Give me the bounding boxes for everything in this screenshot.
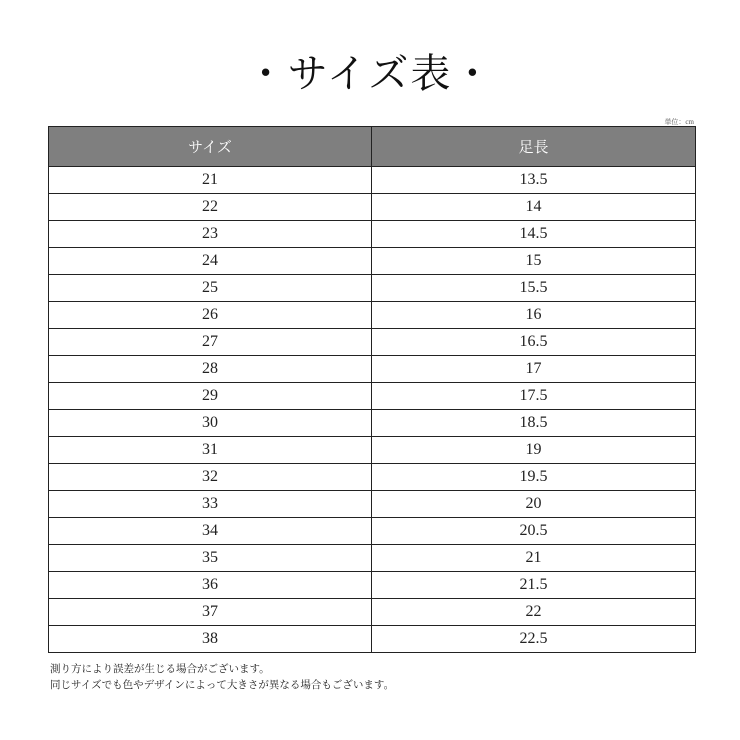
table-row (49, 329, 696, 356)
foot-length-cell: 18.5 (372, 410, 696, 437)
foot-length-cell: 20.5 (372, 518, 696, 545)
table-row (49, 167, 696, 194)
table-row (49, 545, 696, 572)
table-body (49, 167, 696, 653)
size-cell: 24 (49, 248, 372, 275)
size-cell: 34 (49, 518, 372, 545)
foot-length-cell: 14 (372, 194, 696, 221)
size-cell: 35 (49, 545, 372, 572)
size-cell: 23 (49, 221, 372, 248)
table-row (49, 464, 696, 491)
table-row (49, 491, 696, 518)
table-row (49, 572, 696, 599)
size-table (48, 126, 696, 653)
foot-length-cell: 15.5 (372, 275, 696, 302)
table-row (49, 194, 696, 221)
foot-length-cell: 15 (372, 248, 696, 275)
foot-length-cell: 16 (372, 302, 696, 329)
table-row (49, 383, 696, 410)
header-foot-length: 足長 (372, 127, 696, 167)
table-row (49, 518, 696, 545)
foot-length-cell: 21 (372, 545, 696, 572)
foot-length-cell: 21.5 (372, 572, 696, 599)
foot-length-cell: 22.5 (372, 626, 696, 653)
size-cell: 31 (49, 437, 372, 464)
table-row (49, 599, 696, 626)
size-cell: 32 (49, 464, 372, 491)
header-size: サイズ (49, 127, 372, 167)
table-row (49, 248, 696, 275)
size-cell: 30 (49, 410, 372, 437)
foot-length-cell: 22 (372, 599, 696, 626)
table-row (49, 302, 696, 329)
size-cell: 38 (49, 626, 372, 653)
unit-label: 単位：cm (664, 118, 694, 126)
table-header-row (49, 127, 696, 167)
foot-length-cell: 19.5 (372, 464, 696, 491)
note-line: 同じサイズでも色やデザインによって大きさが異なる場合もございます。 (50, 680, 395, 691)
table-row (49, 410, 696, 437)
notes (50, 662, 394, 694)
table-row (49, 221, 696, 248)
table-row (49, 356, 696, 383)
size-cell: 28 (49, 356, 372, 383)
size-cell: 33 (49, 491, 372, 518)
page-title: ・サイズ表・ (245, 51, 495, 96)
foot-length-cell: 20 (372, 491, 696, 518)
size-cell: 36 (49, 572, 372, 599)
size-cell: 22 (49, 194, 372, 221)
note-line: 測り方により誤差が生じる場合がございます。 (50, 664, 270, 675)
foot-length-cell: 14.5 (372, 221, 696, 248)
size-cell: 25 (49, 275, 372, 302)
table-row (49, 437, 696, 464)
size-cell: 37 (49, 599, 372, 626)
size-cell: 21 (49, 167, 372, 194)
size-cell: 27 (49, 329, 372, 356)
table-row (49, 626, 696, 653)
size-cell: 29 (49, 383, 372, 410)
foot-length-cell: 13.5 (372, 167, 696, 194)
table-row (49, 275, 696, 302)
foot-length-cell: 19 (372, 437, 696, 464)
size-cell: 26 (49, 302, 372, 329)
foot-length-cell: 16.5 (372, 329, 696, 356)
foot-length-cell: 17 (372, 356, 696, 383)
foot-length-cell: 17.5 (372, 383, 696, 410)
